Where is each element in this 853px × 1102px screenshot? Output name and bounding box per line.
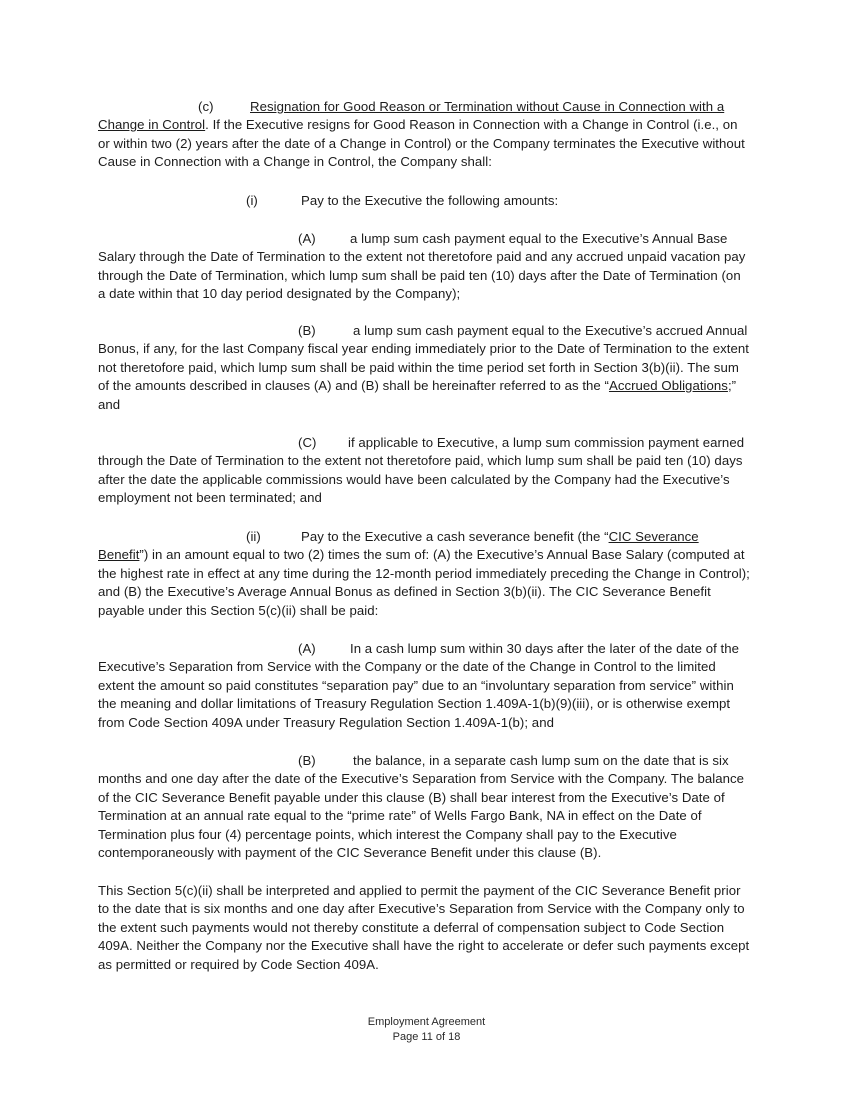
clause-ii-b-text: the balance, in a separate cash lump sum on the date that is six months and one day after the date of the Executive’s Separation from Service with the Company. The balance of the CIC Severance Benefit payable under this clause (B) shall bear interest from the Executive’s Date of Termination at an annual rate equal to the “prime rate” of Wells Fargo Bank, NA in effect on the Date of Termination plus four (4) percentage points, which interest the Company shall pay to the Executive contemporaneously with payment of the CIC Severance Benefit under this clause (B). <box>98 753 744 861</box>
clause-i-c-paragraph <box>98 434 750 508</box>
clause-i-paragraph <box>98 192 750 210</box>
section-c-paragraph <box>98 98 750 172</box>
clause-i-b-text: a lump sum cash payment equal to the Executive’s accrued Annual Bonus, if any, for the last Company fiscal year ending immediately prior to the Date of Termination to the extent not theretofore paid, which lump sum shall be paid within the time period set forth in Section 3(b)(ii). The sum of the amounts described in clauses (A) and (B) shall be hereinafter referred to as the “ <box>98 323 749 394</box>
clause-ii-tail: ”) in an amount equal to two (2) times the sum of: (A) the Executive’s Annual Base Salary (computed at the highest rate in effect at any time during the 12-month period immediately preceding the Change in Control); and (B) the Executive’s Average Annual Bonus as defined in Section 3(b)(ii). The CIC Severance Benefit payable under this Section 5(c)(ii) shall be paid: <box>98 547 750 618</box>
cic-severance-benefit-term: CIC Severance Benefit <box>98 529 699 563</box>
accrued-obligations-term: Accrued Obligations <box>608 378 728 394</box>
footer-title: Employment Agreement <box>367 1016 486 1028</box>
section-c-label: (c) <box>198 99 214 114</box>
clause-ii-b-paragraph <box>98 752 750 862</box>
clause-i-a-label: (A) <box>298 231 316 246</box>
clause-i-text: Pay to the Executive the following amounts: <box>301 193 559 208</box>
clause-ii-text: Pay to the Executive a cash severance benefit (the “ <box>301 529 609 544</box>
clause-ii-a-text: In a cash lump sum within 30 days after the later of the date of the Executive’s Separation from Service with the Company or the date of the Change in Control to the limited extent the amount so paid constitutes “separation pay” due to an “involuntary separation from service” within the meaning and dollar limitations of Treasury Regulation Section 1.409A-1(b)(9)(iii), or is otherwise exempt from Code Section 409A under Treasury Regulation Section 1.409A-1(b); and <box>98 641 739 730</box>
section-c-text: . If the Executive resigns for Good Reason in Connection with a Change in Control (i.e., on or within two (2) years after the date of a Change in Control) or the Company terminates the Executive without Cause in Connection with a Change in Control, the Company shall: <box>98 117 745 170</box>
clause-i-label: (i) <box>246 193 258 208</box>
clause-i-a-paragraph <box>98 230 750 304</box>
footer-page-number: Page 11 of 18 <box>392 1031 461 1043</box>
clause-ii-a-label: (A) <box>298 641 316 656</box>
clause-ii-b-label: (B) <box>298 753 316 768</box>
closing-paragraph: This Section 5(c)(ii) shall be interpreted and applied to permit the payment of the CIC Severance Benefit prior to the date that is six months and one day after Executive’s Separation from Service with the Company only to the extent such payments would not thereby constitute a deferral of compensation subject to Code Section 409A. Neither the Company nor the Executive shall have the right to accelerate or defer such payments except as permitted or required by Code Section 409A. <box>98 883 750 972</box>
clause-ii-paragraph <box>98 528 750 620</box>
clause-ii-a-paragraph <box>98 640 750 732</box>
clause-i-a-text: a lump sum cash payment equal to the Executive’s Annual Base Salary through the Date of Termination to the extent not theretofore paid and any accrued unpaid vacation pay through the Date of Termination, which lump sum shall be paid ten (10) days after the Date of Termination (on a date within that 10 day period designated by the Company); <box>98 231 746 302</box>
clause-i-b-paragraph <box>98 322 750 414</box>
clause-ii-label: (ii) <box>246 529 261 544</box>
clause-i-c-label: (C) <box>298 435 317 450</box>
clause-i-b-label: (B) <box>298 323 316 338</box>
clause-i-b-tail: ;” and <box>98 378 737 412</box>
section-c-heading: Resignation for Good Reason or Termination without Cause in Connection with a Change in Control <box>98 99 725 133</box>
clause-i-c-text: if applicable to Executive, a lump sum commission payment earned through the Date of Termination to the extent not theretofore paid, which lump sum shall be paid ten (10) days after the date the applicable commissions would have been calculated by the Company had the Executive’s employment not been terminated; and <box>98 435 745 506</box>
